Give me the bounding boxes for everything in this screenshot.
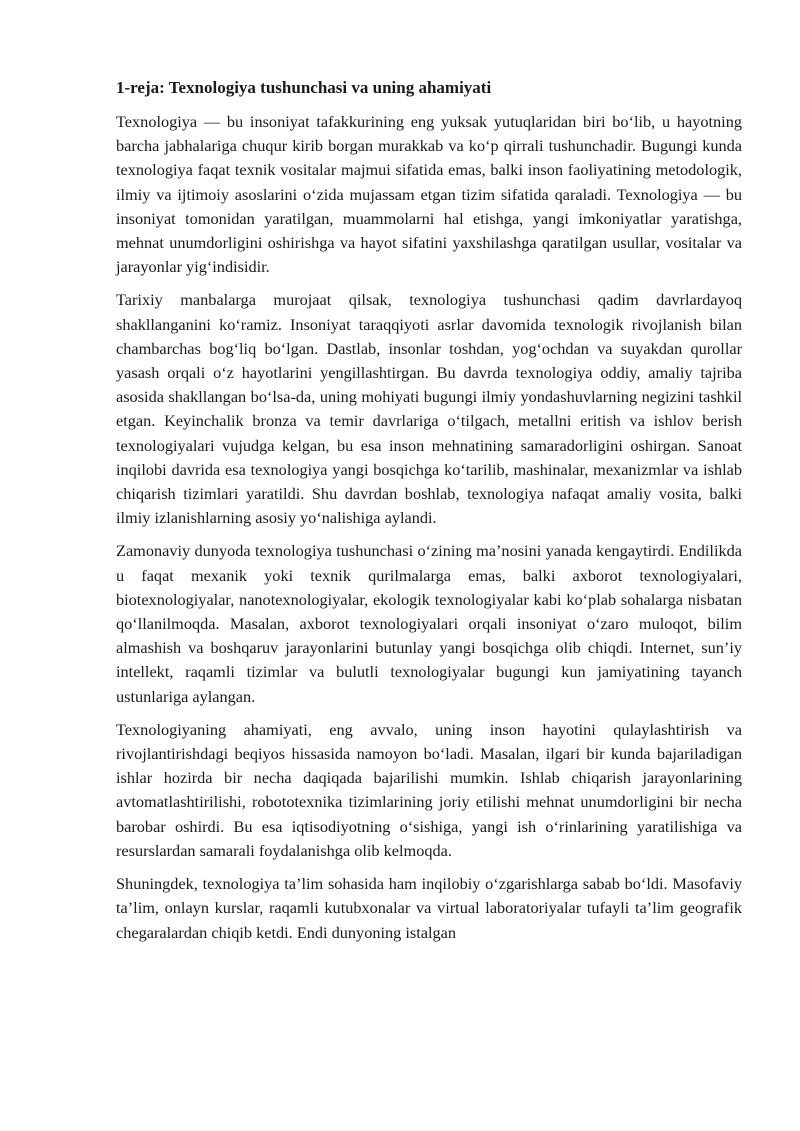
section-heading: 1-reja: Texnologiya tushunchasi va uning ahamiyati <box>116 78 492 97</box>
paragraph-definition: Texnologiya — bu insoniyat tafakkurining eng yuksak yutuqlaridan biri bo‘lib, u hayotning barcha jabhalariga chuqur kirib borgan murakkab va ko‘p qirrali tushunchadir. Bugungi kunda texnologiya faqat texnik vositalar majmui sifatida emas, balki inson faoliyatining metodologik, ilmiy va ijtimoiy asoslarini o‘zida mujassam etgan tizim sifatida qaraladi. Texnologiya — bu insoniyat tomonidan yaratilgan, muammolarni hal etishga, yangi imkoniyatlar yaratishga, mehnat unumdorligini oshirishga va hayot sifatini yaxshilashga qaratilgan usullar, vositalar va jarayonlar yig‘indisidir. <box>116 112 742 277</box>
paragraph-history: Tarixiy manbalarga murojaat qilsak, texnologiya tushunchasi qadim davrlardayoq shakllanganini ko‘ramiz. Insoniyat taraqqiyoti asrlar davomida texnologik rivojlanish bilan chambarchas bog‘liq bo‘lgan. Dastlab, insonlar toshdan, yog‘ochdan va suyakdan qurollar yasash orqali o‘z hayotlarini yengillashtirgan. Bu davrda texnologiya oddiy, amaliy tajriba asosida shakllangan bo‘lsa-da, uning mohiyati bugungi ilmiy yondashuvlarning negizini tashkil etgan. Keyinchalik bronza va temir davrlariga o‘tilgach, metallni eritish va ishlov berish texnologiyalari vujudga kelgan, bu esa inson mehnatining samaradorligini oshirgan. Sanoat inqilobi davrida esa texnologiya yangi bosqichga ko‘tarilib, mashinalar, mexanizmlar va ishlab chiqarish tizimlari yaratildi. Shu davrdan boshlab, texnologiya nafaqat amaliy vosita, balki ilmiy izlanishlarning asosiy yo‘nalishiga aylandi. <box>116 290 742 528</box>
paragraph-importance: Texnologiyaning ahamiyati, eng avvalo, uning inson hayotini qulaylashtirish va rivojlantirishdagi beqiyos hissasida namoyon bo‘ladi. Masalan, ilgari bir kunda bajariladigan ishlar hozirda bir necha daqiqada bajarilishi mumkin. Ishlab chiqarish jarayonlarining avtomatlashtirilishi, robototexnika tizimlarining joriy etilishi mehnat unumdorligini bir necha barobar oshirdi. Bu esa iqtisodiyotning o‘sishiga, yangi ish o‘rinlarining yaratilishiga va resurslardan samarali foydalanishga olib kelmoqda. <box>116 719 742 860</box>
paragraph-modern-world: Zamonaviy dunyoda texnologiya tushunchasi o‘zining ma’nosini yanada kengaytirdi. Endilikda u faqat mexanik yoki texnik qurilmalarga emas, balki axborot texnologiyalari, biotexnologiyalar, nanotexnologiyalar, ekologik texnologiyalar kabi ko‘plab sohalarga nisbatan qo‘llanilmoqda. Masalan, axborot texnologiyalari orqali insoniyat o‘zaro muloqot, bilim almashish va boshqaruv jarayonlarini butunlay yangi bosqichga olib chiqdi. Internet, sun’iy intellekt, raqamli tizimlar va bulutli texnologiyalar bugungi kun jamiyatining tayanch ustunlariga aylangan. <box>116 541 742 706</box>
paragraph-education: Shuningdek, texnologiya ta’lim sohasida ham inqilobiy o‘zgarishlarga sabab bo‘ldi. Masofaviy ta’lim, onlayn kurslar, raqamli kutubxonalar va virtual laboratoriyalar tufayli ta’lim geografik chegaralardan chiqib ketdi. Endi dunyoning istalgan <box>116 874 742 942</box>
